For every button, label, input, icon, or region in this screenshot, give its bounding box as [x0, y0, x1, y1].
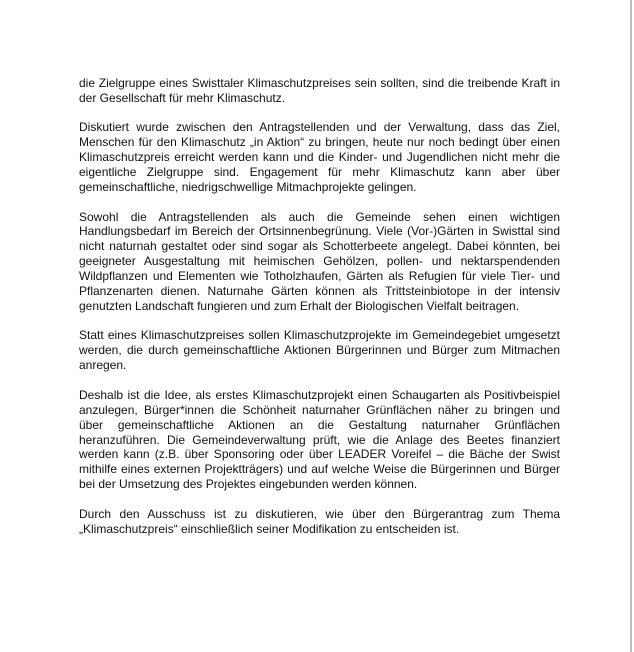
document-body	[79, 76, 560, 551]
paragraph-5: Deshalb ist die Idee, als erstes Klimaschutzprojekt einen Schaugarten als Positivbeispiel anzulegen, Bürger*innen die Schönheit naturnaher Grünflächen näher zu bringen und über gemeinschaftliche Aktionen an die Gestaltung naturnaher Grünflächen heranzuführen. Die Gemeindeverwaltung prüft, wie die Anlage des Beetes finanziert werden kann (z.B. über Sponsoring oder über LEADER Voreifel – die Bäche der Swist mithilfe eines externen Projektträgers) und auf welche Weise die Bürgerinnen und Bürger bei der Umsetzung des Projektes eingebunden werden können.	[79, 387, 560, 492]
page-edge-shadow	[630, 0, 632, 652]
paragraph-1: die Zielgruppe eines Swisttaler Klimaschutzpreises sein sollten, sind die treibende Kraft in der Gesellschaft für mehr Klimaschutz.	[79, 76, 560, 105]
paragraph-2: Diskutiert wurde zwischen den Antragstellenden und der Verwaltung, dass das Ziel, Menschen für den Klimaschutz „in Aktion“ zu bringen, heute nur noch bedingt über einen Klimaschutzpreis erreicht werden kann und die Kinder- und Jugendlichen nicht mehr die eigentliche Zielgruppe sind. Engagement für mehr Klimaschutz kann aber über gemeinschaftliche, niedrigschwellige Mitmachprojekte gelingen.	[79, 120, 560, 195]
paragraph-3: Sowohl die Antragstellenden als auch die Gemeinde sehen einen wichtigen Handlungsbedarf im Bereich der Ortsinnenbegrünung. Viele (Vor-)Gärten in Swisttal sind nicht naturnah gestaltet oder sind sogar als Schotterbeete angelegt. Dabei könnten, bei geeigneter Ausgestaltung mit heimischen Gehölzen, pollen- und nektarspendenden Wildpflanzen und Elementen wie Totholzhaufen, Gärten als Refugien für viele Tier- und Pflanzenarten dienen. Naturnahe Gärten können als Trittsteinbiotope in der intensiv genutzten Landschaft fungieren und zum Erhalt der Biologischen Vielfalt beitragen.	[79, 209, 560, 313]
paragraph-4: Statt eines Klimaschutzpreises sollen Klimaschutzprojekte im Gemeindegebiet umgesetzt werden, die durch gemeinschaftliche Aktionen Bürgerinnen und Bürger zum Mitmachen anregen.	[79, 328, 560, 373]
paragraph-6: Durch den Ausschuss ist zu diskutieren, wie über den Bürgerantrag zum Thema „Klimaschutzpreis“ einschließlich seiner Modifikation zu entscheiden ist.	[79, 506, 560, 536]
